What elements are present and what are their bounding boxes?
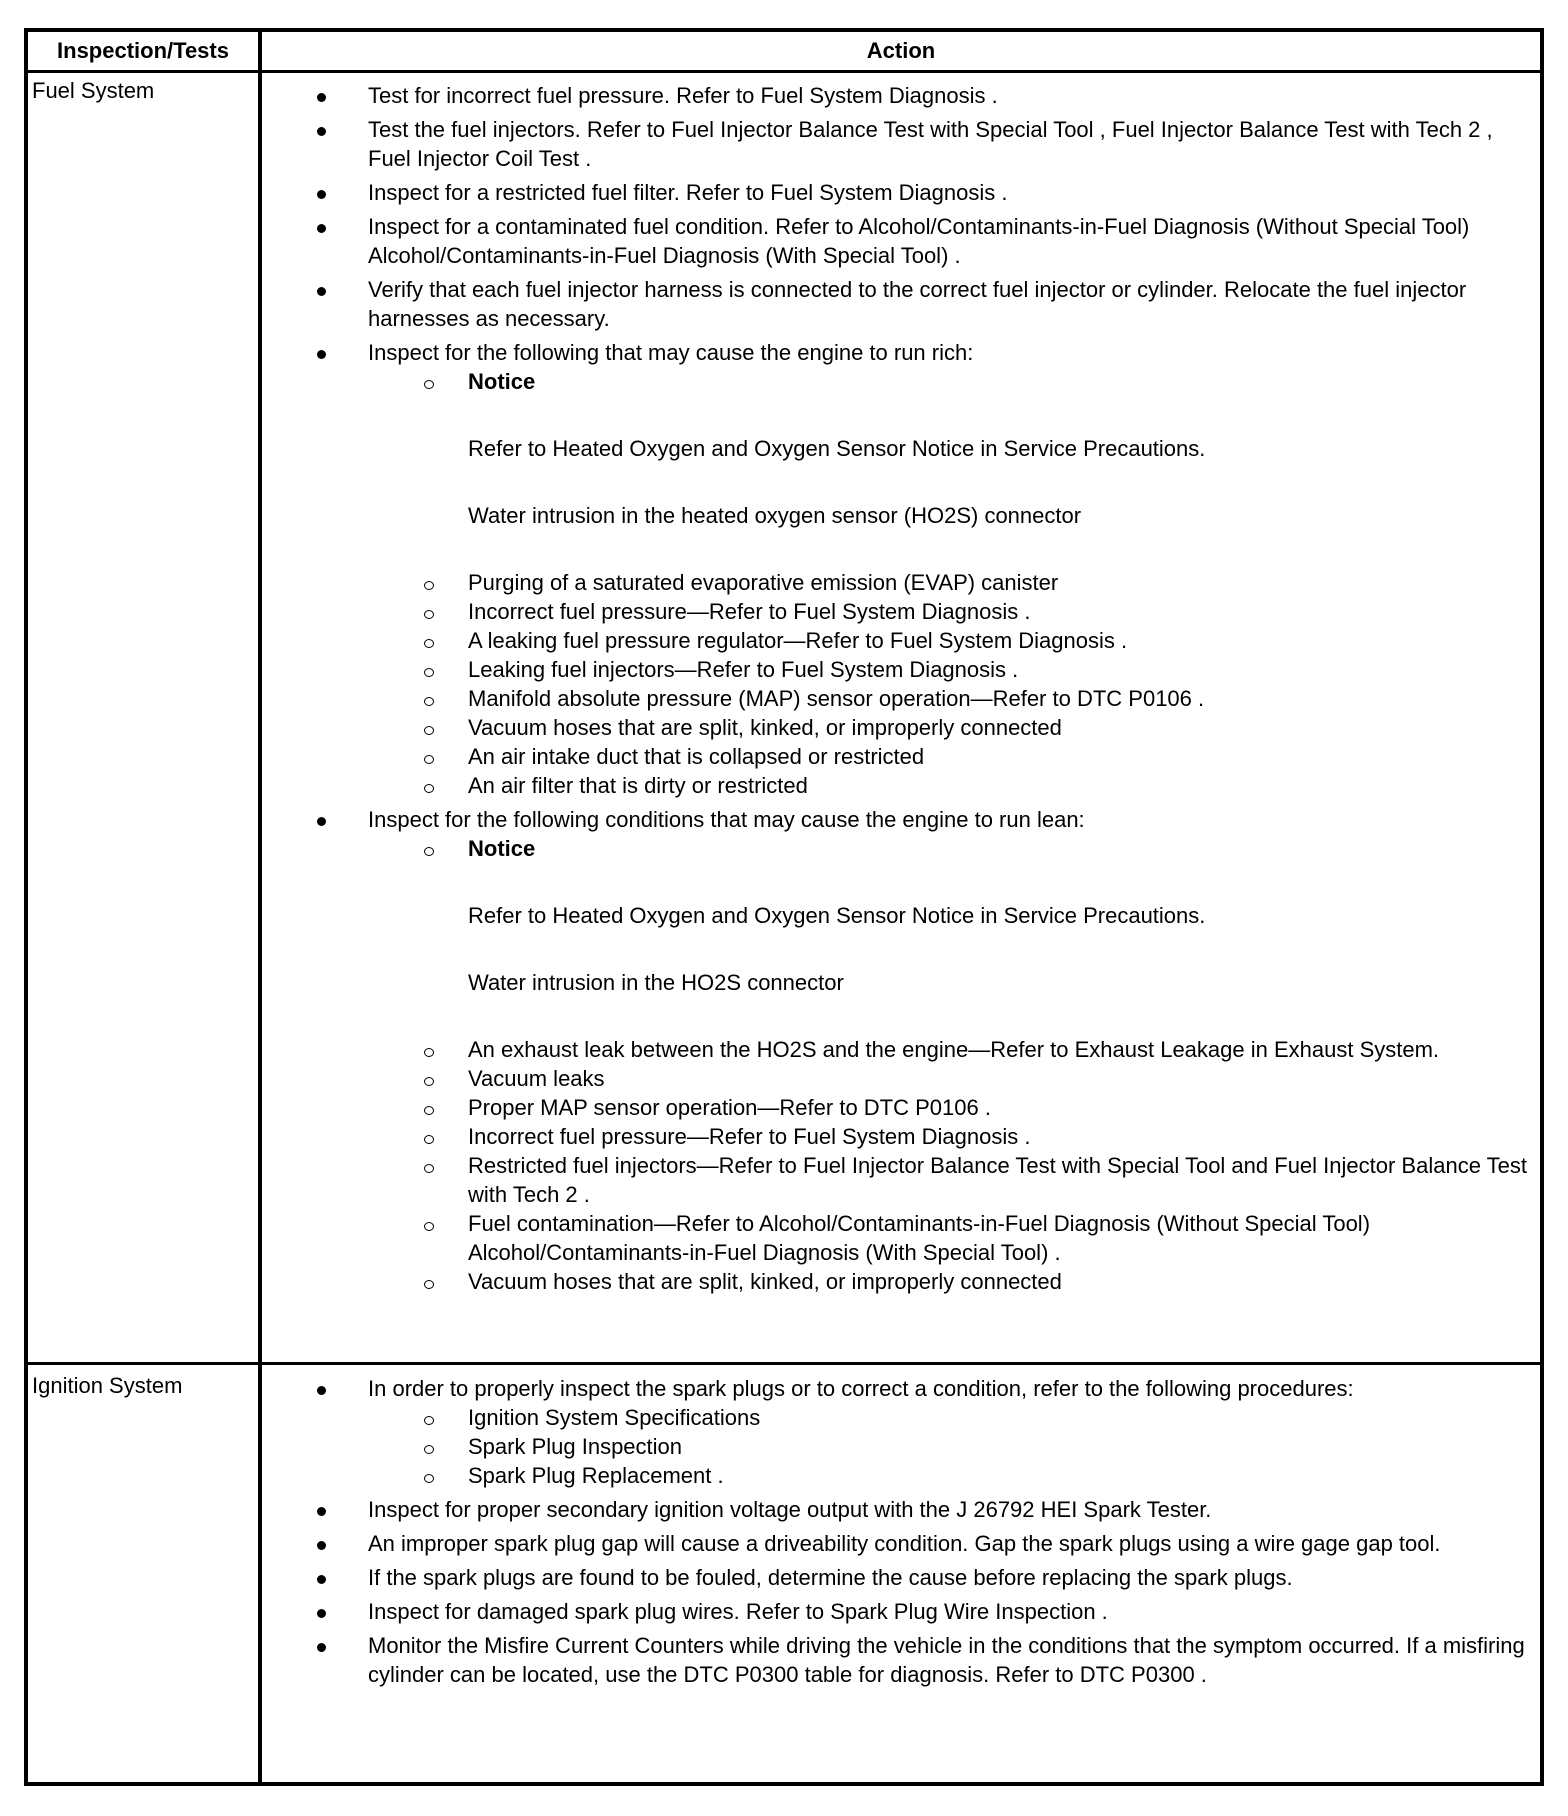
circle-bullet-icon [424, 1048, 434, 1057]
list-item: If the spark plugs are found to be fouled, determine the cause before replacing the spark plugs. [262, 1563, 1537, 1592]
list-item: An improper spark plug gap will cause a driveability condition. Gap the spark plugs using a wire gage gap tool. [262, 1529, 1537, 1558]
notice-item [262, 834, 1537, 863]
list-item: Inspect for proper secondary ignition voltage output with the J 26792 HEI Spark Tester. [262, 1495, 1537, 1524]
circle-bullet-icon [424, 1416, 434, 1425]
column-header-action: Action [866, 38, 936, 63]
circle-bullet-icon [424, 1474, 434, 1483]
bullet-icon [317, 287, 326, 296]
sub-list-item: Spark Plug Inspection [262, 1432, 1537, 1461]
notice-line: Water intrusion in the heated oxygen sensor (HO2S) connector [468, 503, 1082, 528]
sub-list-item: Proper MAP sensor operation—Refer to DTC P0106 . [262, 1093, 1537, 1122]
sub-list-item: Vacuum hoses that are split, kinked, or improperly connected [262, 1267, 1537, 1296]
circle-bullet-icon [424, 847, 434, 856]
notice-title: Notice [468, 836, 536, 861]
circle-bullet-icon [424, 610, 434, 619]
sub-list-item: Vacuum leaks [262, 1064, 1537, 1093]
notice-item [262, 367, 1537, 396]
sub-list-item: Manifold absolute pressure (MAP) sensor operation—Refer to DTC P0106 . [262, 684, 1537, 713]
list-item: Verify that each fuel injector harness is connected to the correct fuel injector or cylinder. Relocate the fuel injector harnesses as necessary. [262, 275, 1537, 333]
bullet-icon [317, 817, 326, 826]
circle-bullet-icon [424, 581, 434, 590]
circle-bullet-icon [424, 726, 434, 735]
list-item-lean-conditions: Inspect for the following conditions that may cause the engine to run lean: Notice Refer to Heated Oxygen and Oxygen Sensor Notice in Service Precautions. Water intrusion in the HO2S connector An exhaust leak between the HO2S and the engine—Refer to Exhaust Leakage in Exhaust System. Vacuum leaks Proper MAP sensor operation—Refer to DTC P0106 . Incorrect fuel pressure—Refer to Fuel System Diagnosis . Restricted fuel injectors—Refer to Fuel Injector Balance Test with Special Tool and Fuel Injector Balance Test with Tech 2 . Fuel contamination—Refer to Alcohol/Contaminants-in-Fuel Diagnosis (Without Special Tool) Alcohol/Contaminants-in-Fuel Diagnosis (With Special Tool) . Vacuum hoses that are split, kinked, or improperly connected [262, 805, 1537, 1296]
bullet-icon [317, 1541, 326, 1550]
circle-bullet-icon [424, 784, 434, 793]
sub-list-item: Purging of a saturated evaporative emission (EVAP) canister [262, 568, 1537, 597]
list-item: Monitor the Misfire Current Counters while driving the vehicle in the conditions that the symptom occurred. If a misfiring cylinder can be located, use the DTC P0300 table for diagnosis. Refer to DTC P0300 . [262, 1631, 1537, 1689]
sub-list-item: A leaking fuel pressure regulator—Refer to Fuel System Diagnosis . [262, 626, 1537, 655]
sub-list-item: An air intake duct that is collapsed or restricted [262, 742, 1537, 771]
bullet-icon [317, 1609, 326, 1618]
circle-bullet-icon [424, 1135, 434, 1144]
circle-bullet-icon [424, 1445, 434, 1454]
notice-line: Refer to Heated Oxygen and Oxygen Sensor Notice in Service Precautions. [468, 903, 1206, 928]
header-divider [28, 70, 1540, 73]
sub-list-item: Fuel contamination—Refer to Alcohol/Contaminants-in-Fuel Diagnosis (Without Special Tool) Alcohol/Contaminants-in-Fuel Diagnosis (With Special Tool) . [262, 1209, 1537, 1267]
sub-list-item: Vacuum hoses that are split, kinked, or improperly connected [262, 713, 1537, 742]
sub-list-item: Restricted fuel injectors—Refer to Fuel Injector Balance Test with Special Tool and Fuel Injector Balance Test with Tech 2 . [262, 1151, 1537, 1209]
circle-bullet-icon [424, 1164, 434, 1173]
row-divider [28, 1362, 1540, 1365]
circle-bullet-icon [424, 1106, 434, 1115]
sub-list-item: An air filter that is dirty or restricted [262, 771, 1537, 800]
bullet-icon [317, 93, 326, 102]
bullet-icon [317, 190, 326, 199]
row-label-fuel-system: Fuel System [32, 78, 155, 103]
list-item: Test the fuel injectors. Refer to Fuel Injector Balance Test with Special Tool , Fuel Injector Balance Test with Tech 2 , Fuel Injector Coil Test . [262, 115, 1537, 173]
list-item: In order to properly inspect the spark plugs or to correct a condition, refer to the following procedures: Ignition System Specifications Spark Plug Inspection Spark Plug Replacement . [262, 1374, 1537, 1490]
column-header-inspection-tests: Inspection/Tests [57, 38, 229, 63]
bullet-icon [317, 1386, 326, 1395]
diagnostic-table [24, 28, 1544, 1786]
bullet-icon [317, 1643, 326, 1652]
notice-title: Notice [468, 369, 536, 394]
list-item: Inspect for a contaminated fuel condition. Refer to Alcohol/Contaminants-in-Fuel Diagnosis (Without Special Tool) Alcohol/Contaminants-in-Fuel Diagnosis (With Special Tool) . [262, 212, 1537, 270]
notice-line: Refer to Heated Oxygen and Oxygen Sensor Notice in Service Precautions. [468, 436, 1206, 461]
notice-line: Water intrusion in the HO2S connector [468, 970, 844, 995]
circle-bullet-icon [424, 1077, 434, 1086]
circle-bullet-icon [424, 668, 434, 677]
bullet-icon [317, 224, 326, 233]
fuel-system-actions [262, 81, 1537, 1301]
notice-body [262, 396, 1537, 568]
circle-bullet-icon [424, 755, 434, 764]
list-item: Test for incorrect fuel pressure. Refer to Fuel System Diagnosis . [262, 81, 1537, 110]
sub-list-item: Incorrect fuel pressure—Refer to Fuel System Diagnosis . [262, 1122, 1537, 1151]
circle-bullet-icon [424, 380, 434, 389]
circle-bullet-icon [424, 697, 434, 706]
sub-list-item: Spark Plug Replacement . [262, 1461, 1537, 1490]
sub-list-item: Ignition System Specifications [262, 1403, 1537, 1432]
list-item-rich-conditions: Inspect for the following that may cause the engine to run rich: Notice Refer to Heated Oxygen and Oxygen Sensor Notice in Service Precautions. Water intrusion in the heated oxygen sensor (HO2S) connector Purging of a saturated evaporative emission (EVAP) canister Incorrect fuel pressure—Refer to Fuel System Diagnosis . A leaking fuel pressure regulator—Refer to Fuel System Diagnosis . Leaking fuel injectors—Refer to Fuel System Diagnosis . Manifold absolute pressure (MAP) sensor operation—Refer to DTC P0106 . Vacuum hoses that are split, kinked, or improperly connected An air intake duct that is collapsed or restricted An air filter that is dirty or restricted [262, 338, 1537, 800]
row-label-ignition-system: Ignition System [32, 1373, 183, 1398]
list-item: Inspect for damaged spark plug wires. Refer to Spark Plug Wire Inspection . [262, 1597, 1537, 1626]
sub-list-item: An exhaust leak between the HO2S and the engine—Refer to Exhaust Leakage in Exhaust System. [262, 1035, 1537, 1064]
circle-bullet-icon [424, 1280, 434, 1289]
circle-bullet-icon [424, 1222, 434, 1231]
ignition-system-actions [262, 1374, 1537, 1694]
circle-bullet-icon [424, 639, 434, 648]
list-item: Inspect for a restricted fuel filter. Refer to Fuel System Diagnosis . [262, 178, 1537, 207]
notice-body [262, 863, 1537, 1035]
sub-list-item: Leaking fuel injectors—Refer to Fuel System Diagnosis . [262, 655, 1537, 684]
bullet-icon [317, 350, 326, 359]
bullet-icon [317, 127, 326, 136]
bullet-icon [317, 1507, 326, 1516]
sub-list-item: Incorrect fuel pressure—Refer to Fuel System Diagnosis . [262, 597, 1537, 626]
bullet-icon [317, 1575, 326, 1584]
